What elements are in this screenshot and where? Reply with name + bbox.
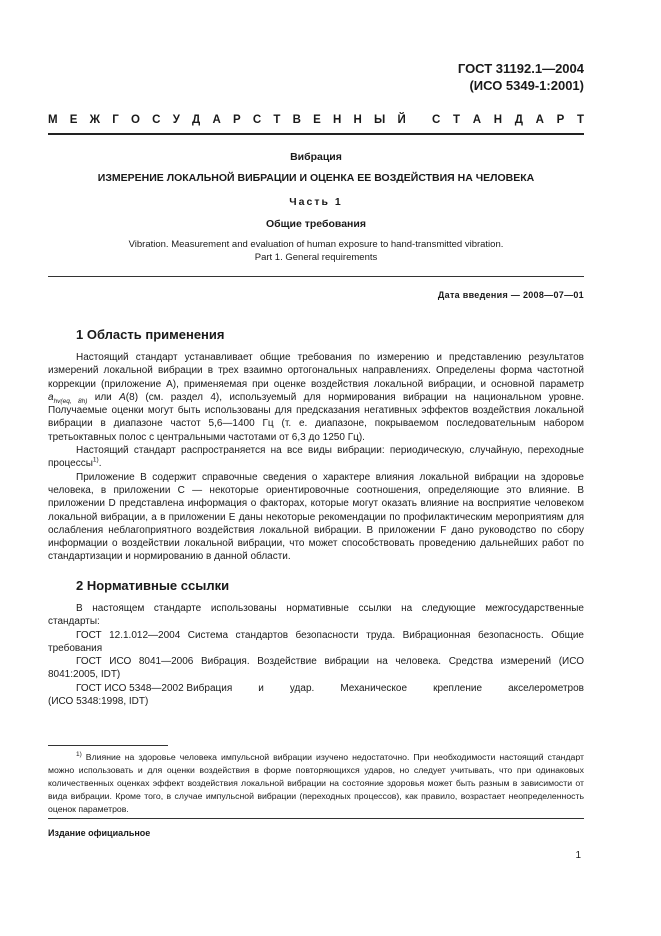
standard-number: ГОСТ 31192.1—2004 <box>457 61 584 76</box>
footnote <box>48 751 584 816</box>
footnote-reference[interactable]: 1) <box>92 457 99 465</box>
introduction-date: Дата введения — 2008—07—01 <box>437 290 584 300</box>
iso-number: (ИСО 5349-1:2001) <box>469 78 584 93</box>
reference-2: ГОСТ ИСО 8041—2006 Вибрация. Воздействие вибрации на человека. Средства измерений (ИСО 8041:2005, IDT) <box>48 656 584 681</box>
title-rule <box>48 276 584 277</box>
section2-intro: В настоящем стандарте использованы нормативные ссылки на следующие межгосударственные стандарты: <box>48 603 584 628</box>
footnote-text: Влияние на здоровье человека импульсной вибрации изучено недостаточно. При необходимости настоящий стандарт можно использовать и для оценки воздействия в форме повторяющихся ударов, но следует учитывать, что при одинаковых количественных оценках эффект воздействия локальной вибрации на состояние здоровья может быть разным в зависимости от вида вибрации. Кроме того, в случае импульсной вибрации (переходных процессов), как правило, возрастает неопределенность оценок параметров. <box>48 752 584 814</box>
section2-heading: 2 Нормативные ссылки <box>76 578 230 593</box>
section2-body <box>48 602 584 708</box>
footnote-mark: 1) <box>76 751 82 759</box>
english-title-line1: Vibration. Measurement and evaluation of human exposure to hand-transmitted vibration. <box>128 239 504 250</box>
section1-heading: 1 Область применения <box>76 327 225 342</box>
standard-designation <box>458 60 584 94</box>
interstate-standard-banner <box>48 114 584 126</box>
page-number: 1 <box>575 850 581 861</box>
reference-3: ГОСТ ИСО 5348—2002 Вибрация и удар. Механическое крепление акселерометров <box>76 682 584 694</box>
main-title: ИЗМЕРЕНИЕ ЛОКАЛЬНОЙ ВИБРАЦИИ И ОЦЕНКА ЕЕ ВОЗДЕЙСТВИЯ НА ЧЕЛОВЕКА <box>97 172 535 184</box>
reference-3-end: (ИСО 5348:1998, IDT) <box>48 696 149 708</box>
section1-paragraph3: Приложение В содержит справочные сведения о характере влияния локальной вибрации на здоровье человека, в приложении С — некоторые ориентировочные соотношения, определяющие это влияние. В приложении D представлена информация о факторах, которые могут оказать влияние на восприятие человеком локальной вибрации, а в приложении Е даны некоторые рекомендации по профилактическим мероприятиям для ослабления неблагоприятного воздействия локальной вибрации. В приложении F дано руководство по сбору информации о воздействии локальной вибрации, что может способствовать проведению дальнейших работ по стандартизации и нормированию в данной области. <box>48 471 584 563</box>
banner-word-standard: С Т А Н Д А Р Т <box>432 114 584 126</box>
section1-body <box>48 351 584 564</box>
section1-paragraph1: Настоящий стандарт устанавливает общие требования по измерению и представлению результатов измерений локальной вибрации в трех взаимно ортогональных направлениях. Определены форма частотной коррекции (приложение А), применяемая при оценке воздействия локальной вибрации, и основной параметр $a_{hv(eq, 8h)}$ или A(8) (см. раздел 4), используемый для нормирования вибрации на национальном уровне. Получаемые оценки могут быть использованы для предсказания негативных эффектов воздействия локальной вибрации в диапазоне частот 5,6—1400 Гц (т. е. диапазоне, покрываемом последовательным набором третьоктавных полос с центральными частотами от 6,3 до 1250 Гц). <box>48 352 584 443</box>
reference-1: ГОСТ 12.1.012—2004 Система стандартов безопасности труда. Вибрационная безопасность. Общие требования <box>48 629 584 654</box>
header-rule <box>48 133 584 135</box>
english-title-line2: Part 1. General requirements <box>254 252 378 263</box>
footnote-rule <box>48 745 168 746</box>
footer-rule <box>48 818 584 819</box>
section1-paragraph2: Настоящий стандарт распространяется на все виды вибрации: периодическую, случайную, переходные процессы$^{1)}$. <box>48 445 584 470</box>
official-edition-label: Издание официальное <box>48 828 151 838</box>
subtitle: Общие требования <box>266 218 366 230</box>
banner-word-interstate: М Е Ж Г О С У Д А Р С Т В Е Н Н Ы Й <box>48 114 406 126</box>
topic-title: Вибрация <box>290 151 342 163</box>
part-title: Часть 1 <box>289 196 343 208</box>
